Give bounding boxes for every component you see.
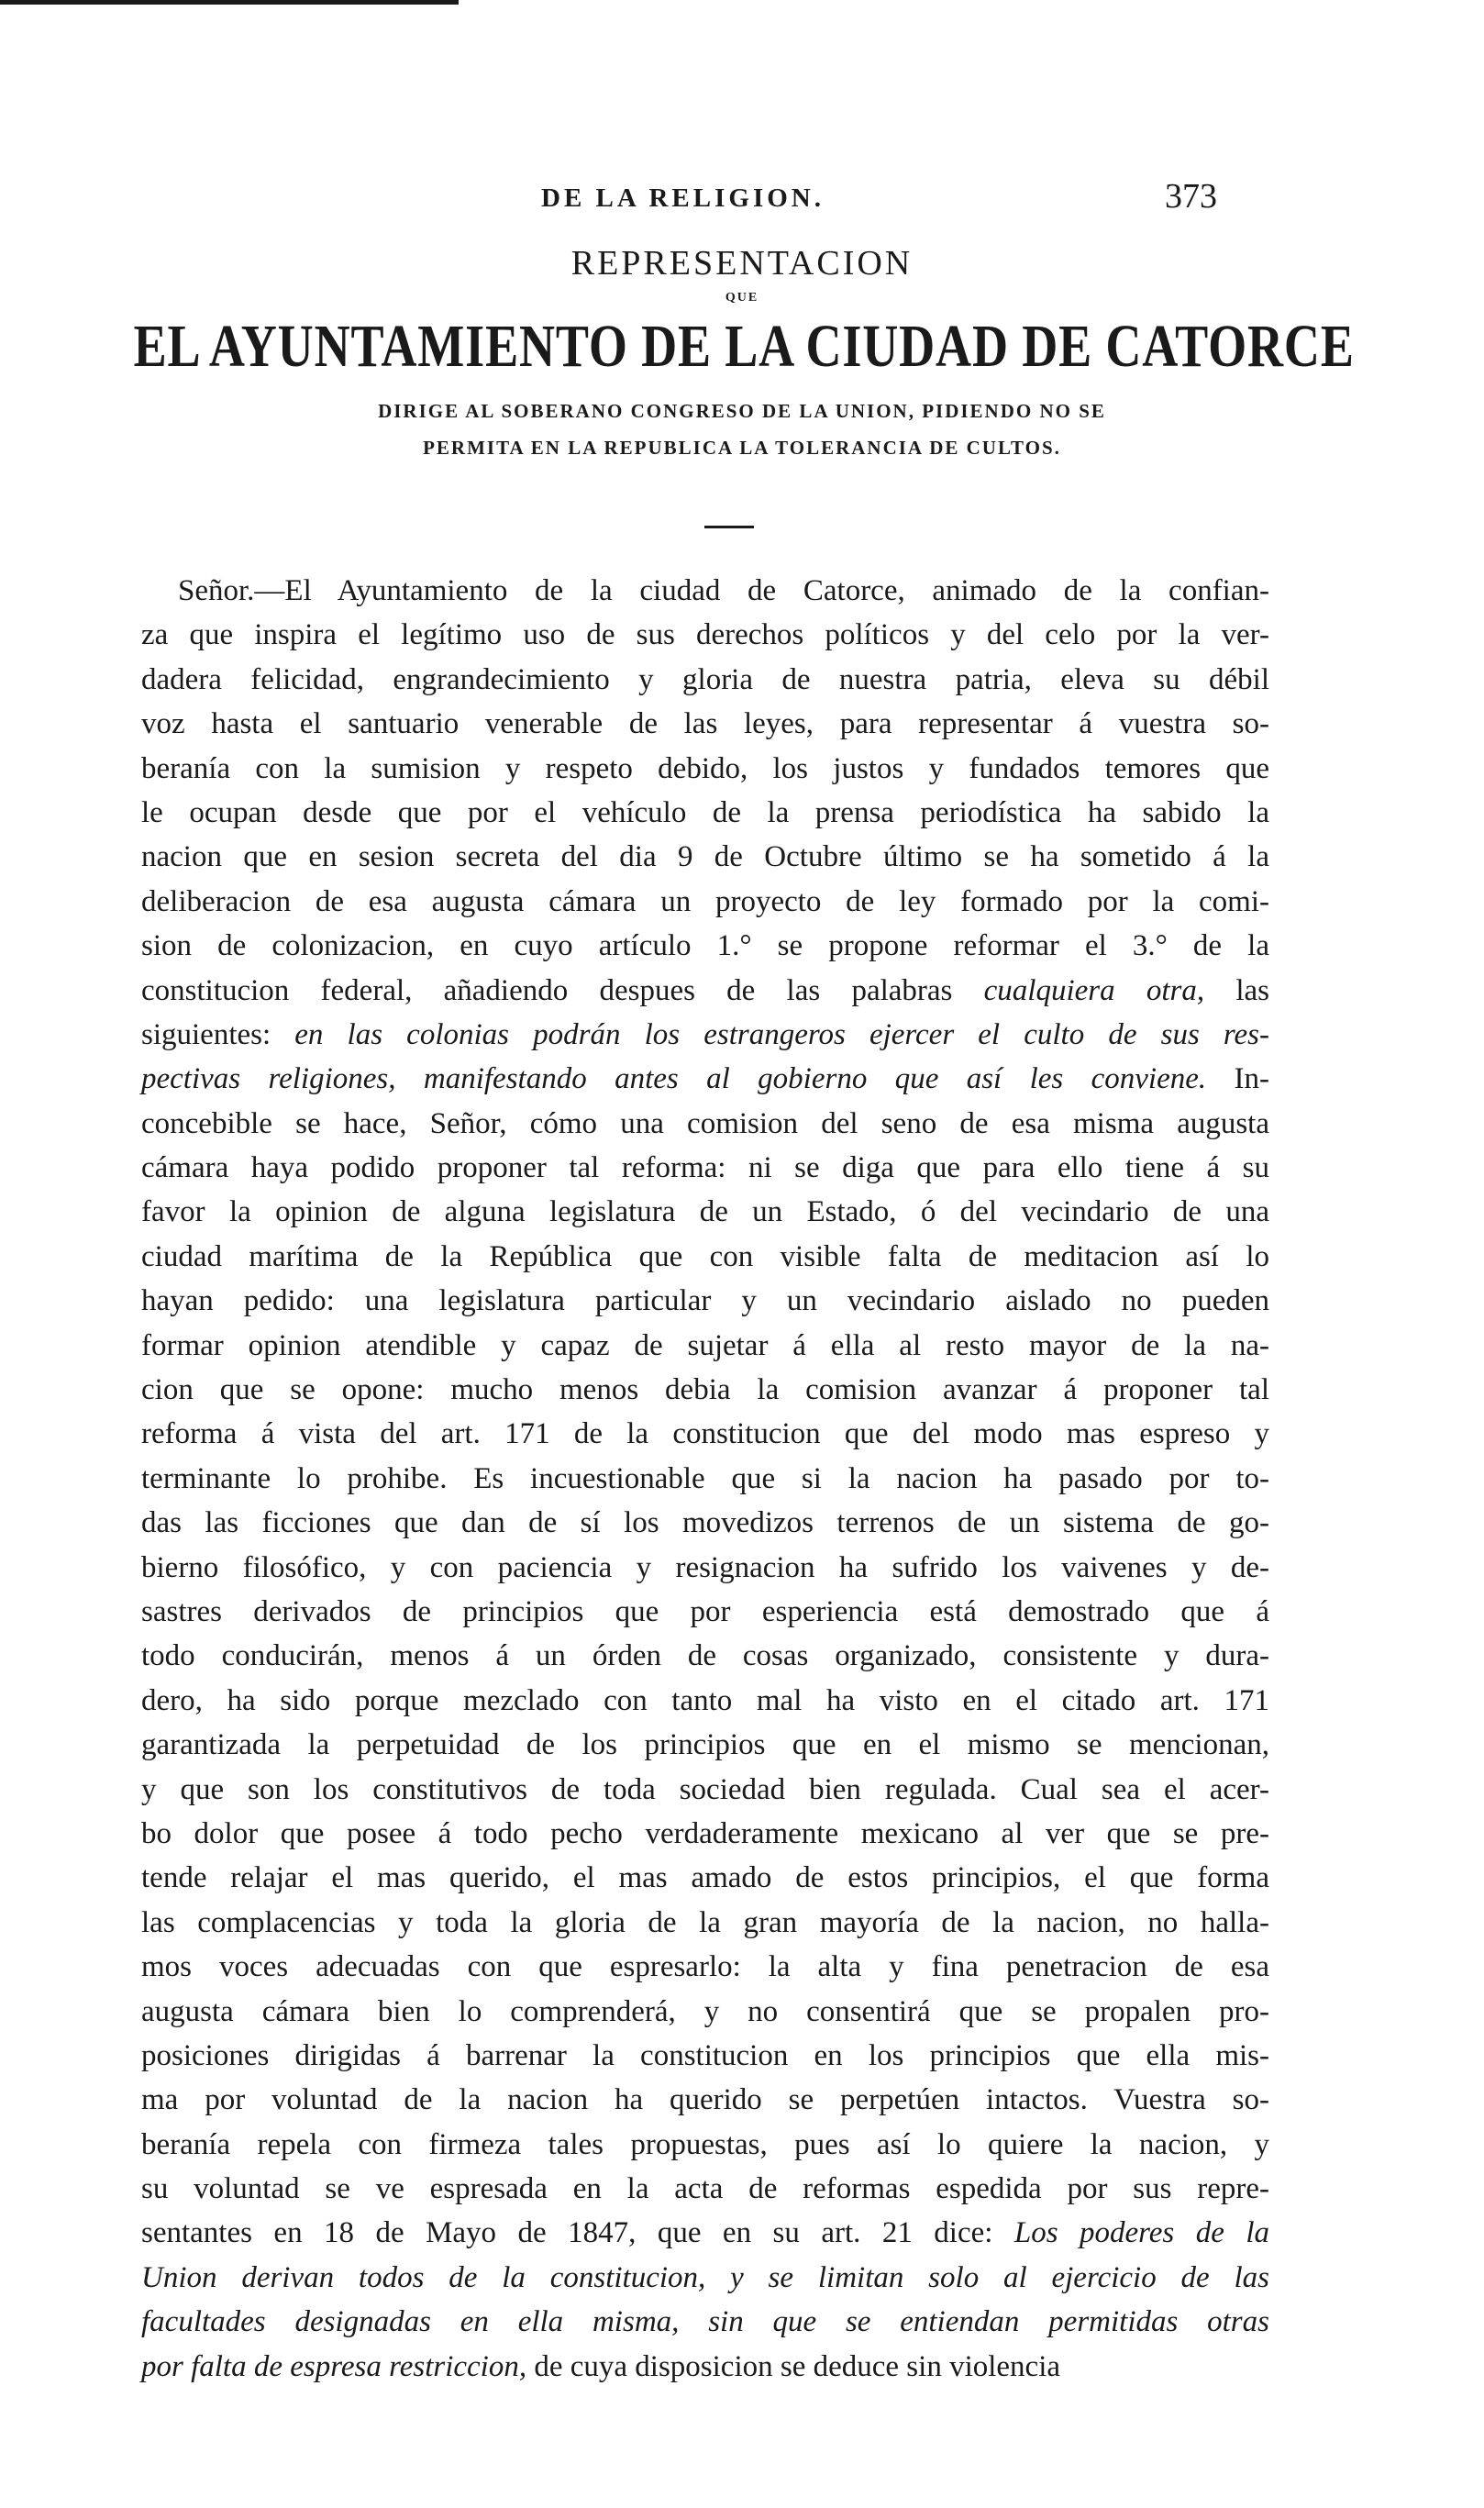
text-segment: beranía con la sumision y respeto debido, los justos y fundados temores que — [141, 751, 1269, 785]
text-line — [141, 613, 1269, 657]
text-segment: nacion que en sesion secreta del dia 9 de Octubre último se ha sometido á la — [141, 840, 1269, 874]
text-segment: sastres derivados de principios que por esperiencia está demostrado que á — [141, 1594, 1269, 1628]
text-segment: constitucion federal, añadiendo despues de las palabras — [141, 973, 984, 1007]
text-segment: ma por voluntad de la nacion ha querido se perpetúen intactos. Vuestra so- — [141, 2083, 1269, 2117]
text-segment: augusta cámara bien lo comprenderá, y no consentirá que se propalen pro- — [141, 1994, 1269, 2028]
heading-main-title: EL AYUNTAMIENTO DE LA CIUDAD DE CATORCE — [133, 313, 1355, 380]
text-line — [141, 1856, 1269, 1900]
text-line — [141, 2078, 1269, 2122]
running-head — [0, 176, 1484, 222]
text-segment: In- — [1206, 1062, 1269, 1096]
heading-subtitle-line-2: PERMITA EN LA REPUBLICA LA TOLERANCIA DE CULTOS. — [423, 437, 1061, 459]
text-segment: dero, ha sido porque mezclado con tanto mal ha visto en el citado art. 171 — [141, 1683, 1269, 1717]
text-line — [141, 2123, 1269, 2167]
italic-segment: pectivas religiones, manifestando antes al gobierno que así les conviene. — [141, 1062, 1207, 1096]
text-line — [141, 1590, 1269, 1634]
text-line — [141, 1945, 1269, 1989]
text-line — [141, 1457, 1269, 1501]
text-segment: siguientes: — [141, 1017, 295, 1051]
document-heading — [0, 240, 1484, 466]
text-line — [141, 835, 1269, 879]
heading-separator-rule — [704, 526, 754, 528]
text-line — [141, 1546, 1269, 1590]
heading-representacion: REPRESENTACION — [570, 244, 914, 283]
text-segment: ciudad marítima de la República que con visible falta de meditacion así lo — [141, 1239, 1269, 1273]
text-line — [141, 2211, 1269, 2255]
text-line — [141, 2034, 1269, 2078]
text-segment: garantizada la perpetuidad de los principios que en el mismo se mencionan, — [141, 1728, 1269, 1762]
text-line — [141, 702, 1269, 746]
italic-segment: Los poderes de la — [1013, 2216, 1270, 2250]
text-line — [141, 1146, 1269, 1190]
text-line — [141, 1990, 1269, 2034]
text-segment: posiciones dirigidas á barrenar la constitucion en los principios que ella mis- — [141, 2038, 1269, 2072]
text-segment: y que son los constitutivos de toda sociedad bien regulada. Cual sea el acer- — [141, 1772, 1269, 1806]
text-line — [141, 1013, 1269, 1057]
text-line — [141, 1279, 1269, 1323]
italic-segment: por falta de espresa restriccion, — [141, 2349, 527, 2383]
heading-subtitle-line-1: DIRIGE AL SOBERANO CONGRESO DE LA UNION, PIDIENDO NO SE — [378, 400, 1106, 422]
text-line — [141, 569, 1269, 613]
italic-segment: Union derivan todos de la constitucion, y se limitan solo al ejercicio de las — [141, 2260, 1269, 2294]
text-line — [141, 2167, 1269, 2211]
text-line — [141, 1368, 1269, 1412]
text-line — [141, 747, 1269, 791]
text-segment: de cuya disposicion se deduce sin violencia — [526, 2349, 1061, 2383]
text-segment: Señor.—El Ayuntamiento de la ciudad de Catorce, animado de la confian- — [178, 574, 1269, 607]
text-line — [141, 1412, 1269, 1456]
text-line — [141, 1102, 1269, 1146]
text-segment: todo conducirán, menos á un órden de cosas organizado, consistente y dura- — [141, 1639, 1269, 1673]
italic-segment: cualquiera otra, — [983, 973, 1205, 1007]
text-line — [141, 1324, 1269, 1368]
text-line — [141, 880, 1269, 924]
text-line — [141, 658, 1269, 702]
italic-segment: en las colonias podrán los estrangeros ejercer el culto de sus res- — [294, 1017, 1270, 1051]
text-line — [141, 969, 1269, 1013]
top-edge-rule — [0, 0, 459, 5]
text-segment: hayan pedido: una legislatura particular y un vecindario aislado no pueden — [141, 1284, 1269, 1318]
text-segment: mos voces adecuadas con que espresarlo: la alta y fina penetracion de esa — [141, 1950, 1269, 1984]
heading-que: QUE — [725, 291, 759, 305]
text-segment: cion que se opone: mucho menos debia la comision avanzar á proponer tal — [141, 1373, 1269, 1407]
text-segment: cámara haya podido proponer tal reforma: ni se diga que para ello tiene á su — [141, 1151, 1269, 1185]
text-line — [141, 2300, 1269, 2344]
page-number: 373 — [1165, 177, 1217, 216]
text-segment: reforma á vista del art. 171 de la constitucion que del modo mas espreso y — [141, 1417, 1269, 1451]
text-line — [141, 1501, 1269, 1545]
text-line — [141, 791, 1269, 835]
text-segment: bierno filosófico, y con paciencia y resignacion ha sufrido los vaivenes y de- — [141, 1550, 1269, 1584]
text-line — [141, 1235, 1269, 1279]
text-line — [141, 1812, 1269, 1856]
text-line — [141, 2345, 1269, 2389]
text-line — [141, 1768, 1269, 1812]
text-segment: bo dolor que posee á todo pecho verdaderamente mexicano al ver que se pre- — [141, 1816, 1269, 1850]
text-line — [141, 1634, 1269, 1678]
text-segment: formar opinion atendible y capaz de sujetar á ella al resto mayor de la na- — [141, 1328, 1269, 1362]
text-segment: beranía repela con firmeza tales propuestas, pues así lo quiere la nacion, y — [141, 2127, 1269, 2161]
text-segment: das las ficciones que dan de sí los movedizos terrenos de un sistema de go- — [141, 1506, 1269, 1540]
text-segment: las — [1204, 973, 1269, 1007]
text-line — [141, 1679, 1269, 1723]
text-segment: favor la opinion de alguna legislatura de un Estado, ó del vecindario de una — [141, 1195, 1269, 1229]
text-segment: deliberacion de esa augusta cámara un proyecto de ley formado por la comi- — [141, 884, 1269, 918]
text-segment: tende relajar el mas querido, el mas amado de estos principios, el que forma — [141, 1861, 1269, 1895]
body-paragraph — [141, 569, 1269, 2389]
text-line — [141, 1901, 1269, 1945]
text-segment: concebible se hace, Señor, cómo una comision del seno de esa misma augusta — [141, 1106, 1269, 1140]
text-segment: voz hasta el santuario venerable de las leyes, para representar á vuestra so- — [141, 707, 1269, 741]
text-segment: dadera felicidad, engrandecimiento y gloria de nuestra patria, eleva su débil — [141, 662, 1269, 696]
text-line — [141, 2256, 1269, 2300]
text-line — [141, 1723, 1269, 1767]
text-segment: las complacencias y toda la gloria de la gran mayoría de la nacion, no halla- — [141, 1905, 1269, 1939]
text-line — [141, 1057, 1269, 1101]
text-segment: su voluntad se ve espresada en la acta de reformas espedida por sus repre- — [141, 2172, 1269, 2206]
text-segment: le ocupan desde que por el vehículo de la prensa periodística ha sabido la — [141, 795, 1269, 829]
text-segment: za que inspira el legítimo uso de sus derechos políticos y del celo por la ver- — [141, 618, 1269, 652]
text-line — [141, 1190, 1269, 1234]
text-segment: sentantes en 18 de Mayo de 1847, que en su art. 21 dice: — [141, 2216, 1014, 2250]
italic-segment: facultades designadas en ella misma, sin que se entiendan permitidas otras — [141, 2305, 1269, 2339]
text-line — [141, 924, 1269, 968]
text-segment: terminante lo prohibe. Es incuestionable que si la nacion ha pasado por to- — [141, 1461, 1269, 1495]
running-title: DE LA RELIGION. — [541, 183, 825, 213]
text-segment: sion de colonizacion, en cuyo artículo 1.° se propone reformar el 3.° de la — [141, 929, 1269, 963]
